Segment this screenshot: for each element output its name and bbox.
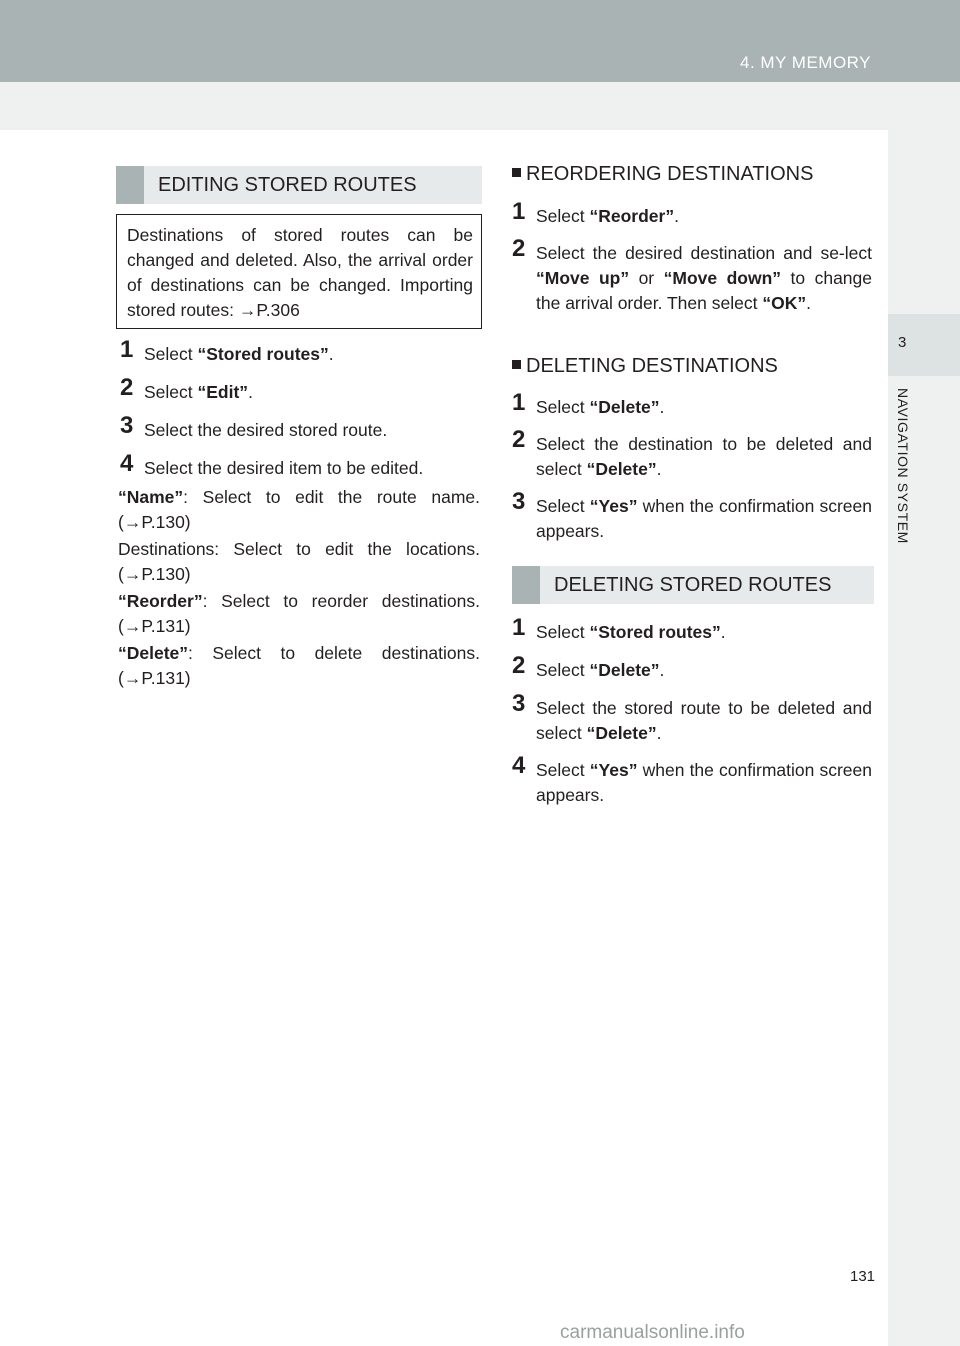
step-number: 4: [120, 450, 134, 477]
edit-step-4: 4 Select the desired item to be edited.: [120, 450, 424, 478]
delete-dest-step-2: 2 Select the destination to be deleted and select “Delete”.: [512, 426, 872, 479]
chapter-label: NAVIGATION SYSTEM: [895, 388, 911, 544]
delete-dest-step-3: 3 Select “Yes” when the confirmation screen appears.: [512, 488, 872, 541]
item-delete: “Delete”: Select to delete destinations. (→P.131): [118, 643, 480, 688]
page-number: 131: [850, 1268, 876, 1285]
item-destinations: Destinations: Select to edit the locations. (→P.130): [118, 539, 480, 584]
deleting-stored-routes-heading: DELETING STORED ROUTES: [512, 566, 874, 604]
chapter-number: 3: [898, 334, 907, 351]
stored-routes-label: “Stored routes”: [197, 344, 329, 364]
item-reorder: “Reorder”: Select to reorder destinations. (→P.131): [118, 591, 480, 636]
section-title: 4. MY MEMORY: [739, 53, 871, 72]
step-number: 3: [120, 412, 134, 439]
square-bullet-icon: [512, 168, 521, 177]
edit-step-2: 2 Select “Edit”.: [120, 374, 253, 402]
delete-route-step-2: 2 Select “Delete”.: [512, 652, 665, 680]
editing-stored-routes-heading: EDITING STORED ROUTES: [116, 166, 482, 204]
sidebar: [888, 130, 960, 1346]
reorder-step-2: 2 Select the desired destination and se-lect “Move up” or “Move down” to change the arrival order. Then select “OK”.: [512, 235, 872, 313]
delete-route-step-1: 1 Select “Stored routes”.: [512, 614, 726, 642]
item-name: “Name”: Select to edit the route name. (→P.130): [118, 487, 480, 532]
step-number: 2: [120, 374, 134, 401]
edit-step-1: 1 Select “Stored routes”.: [120, 336, 334, 364]
edit-label: “Edit”: [197, 382, 249, 402]
edit-step-3: 3 Select the desired stored route.: [120, 412, 388, 440]
square-bullet-icon: [512, 360, 521, 369]
delete-route-step-4: 4 Select “Yes” when the confirmation screen appears.: [512, 752, 872, 805]
reorder-step-1: 1 Select “Reorder”.: [512, 198, 679, 226]
watermark: carmanualsonline.info: [560, 1322, 745, 1343]
delete-dest-step-1: 1 Select “Delete”.: [512, 389, 665, 417]
step-number: 1: [120, 336, 134, 363]
deleting-destinations-heading: DELETING DESTINATIONS: [512, 355, 778, 378]
reordering-destinations-heading: REORDERING DESTINATIONS: [512, 163, 813, 186]
info-note: Destinations of stored routes can be changed and deleted. Also, the arrival order of destinations can be changed. Importing stored routes: →P.306: [116, 214, 482, 329]
header-band: [0, 82, 960, 130]
delete-route-step-3: 3 Select the stored route to be deleted and select “Delete”.: [512, 690, 872, 743]
